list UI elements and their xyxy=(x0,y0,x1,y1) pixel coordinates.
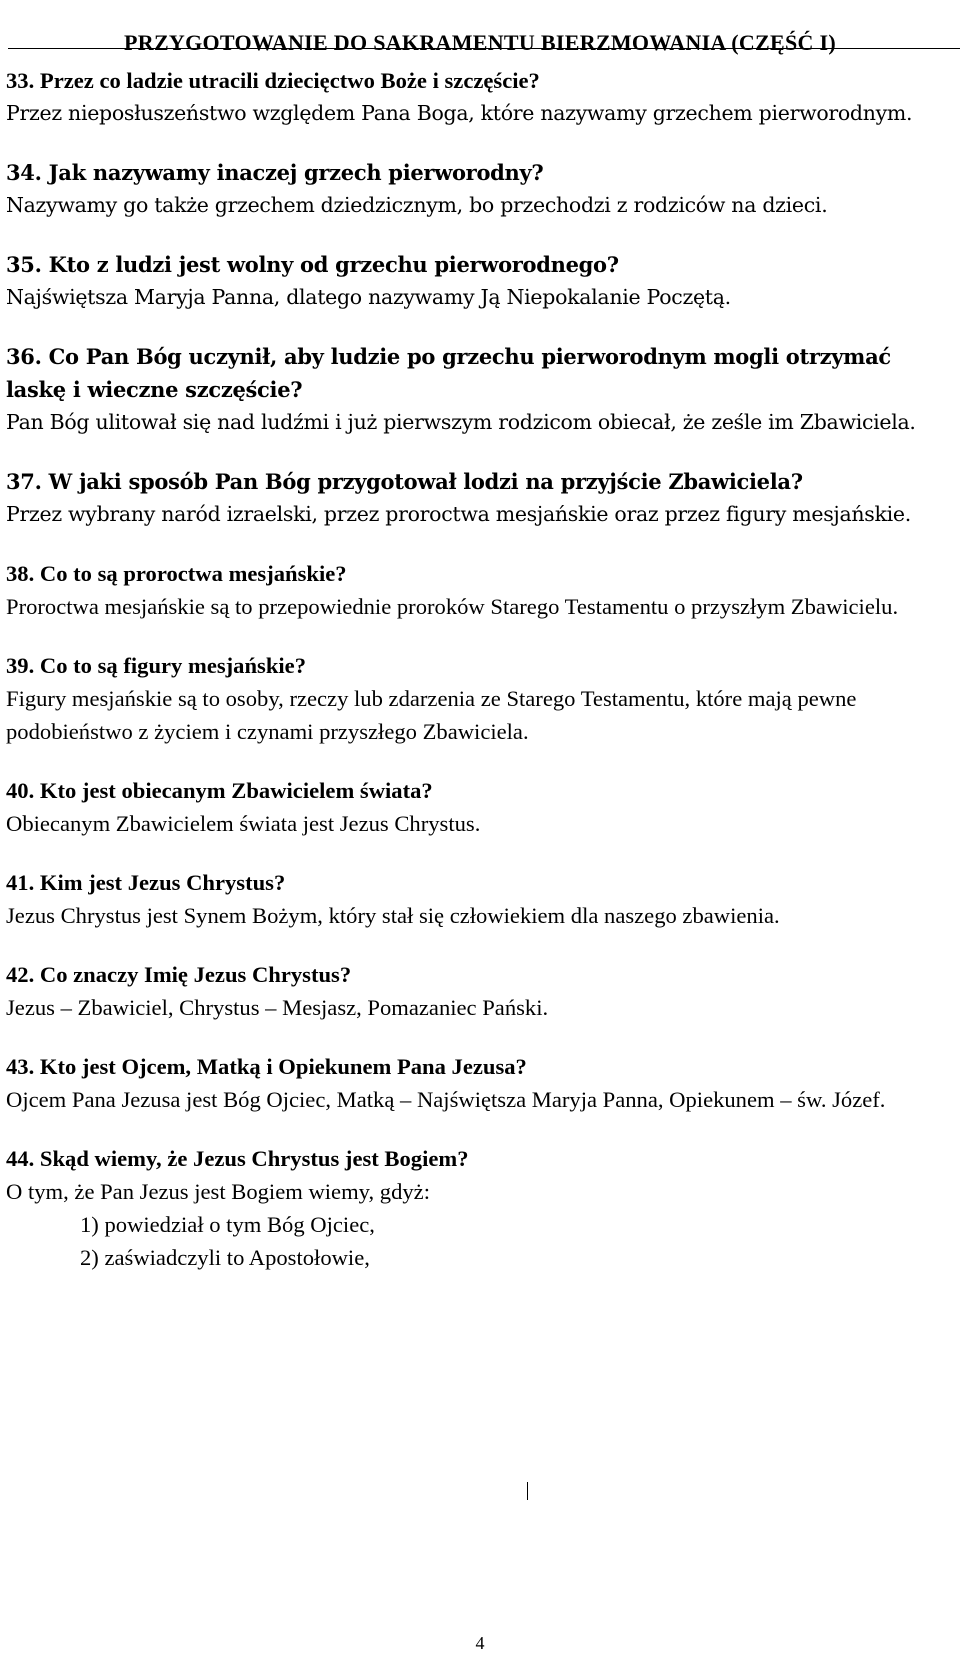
question: 34. Jak nazywamy inaczej grzech pierworodny? xyxy=(6,160,544,185)
qa-item-33 xyxy=(6,64,946,130)
answer: Jezus – Zbawiciel, Chrystus – Mesjasz, Pomazaniec Pański. xyxy=(6,995,549,1020)
question: 35. Kto z ludzi jest wolny od grzechu pierworodnego? xyxy=(6,252,619,277)
answer: Jezus Chrystus jest Synem Bożym, który stał się człowiekiem dla naszego zbawienia. xyxy=(6,903,780,928)
answer: Obiecanym Zbawicielem świata jest Jezus Chrystus. xyxy=(6,811,481,836)
qa-item-40 xyxy=(6,774,946,840)
answer: Przez wybrany naród izraelski, przez proroctwa mesjańskie oraz przez figury mesjańskie. xyxy=(6,502,911,526)
question: 44. Skąd wiemy, że Jezus Chrystus jest Bogiem? xyxy=(6,1146,469,1171)
qa-item-44 xyxy=(6,1142,946,1274)
page-header: PRZYGOTOWANIE DO SAKRAMENTU BIERZMOWANIA (CZĘŚĆ I) xyxy=(124,30,836,55)
question: 41. Kim jest Jezus Chrystus? xyxy=(6,870,286,895)
stray-mark xyxy=(527,1482,528,1500)
question: 33. Przez co ladzie utracili dziecięctwo Boże i szczęście? xyxy=(6,68,540,93)
question: 40. Kto jest obiecanym Zbawicielem świata? xyxy=(6,778,433,803)
qa-item-43 xyxy=(6,1050,946,1116)
header-rule xyxy=(8,48,960,49)
question: 38. Co to są proroctwa mesjańskie? xyxy=(6,561,347,586)
qa-item-36 xyxy=(6,340,946,439)
answer: Nazywamy go także grzechem dziedzicznym, bo przechodzi z rodziców na dzieci. xyxy=(6,193,828,217)
question: 37. W jaki sposób Pan Bóg przygotował lodzi na przyjście Zbawiciela? xyxy=(6,469,803,494)
page-number: 4 xyxy=(475,1633,485,1653)
qa-item-41 xyxy=(6,866,946,932)
qa-item-39 xyxy=(6,649,946,748)
answer: Figury mesjańskie są to osoby, rzeczy lub zdarzenia ze Starego Testamentu, które mają pewne podobieństwo z życiem i czynami przyszłego Zbawiciela. xyxy=(6,686,857,744)
qa-item-34 xyxy=(6,156,946,222)
qa-item-38 xyxy=(6,557,946,623)
list-item: 2) zaświadczyli to Apostołowie, xyxy=(80,1245,370,1270)
question: 36. Co Pan Bóg uczynił, aby ludzie po grzechu pierworodnym mogli otrzymać laskę i wieczne szczęście? xyxy=(6,344,891,402)
catechism-content xyxy=(6,64,946,1274)
answer: Przez nieposłuszeństwo względem Pana Boga, które nazywamy grzechem pierworodnym. xyxy=(6,101,913,125)
question: 42. Co znaczy Imię Jezus Chrystus? xyxy=(6,962,352,987)
answer: O tym, że Pan Jezus jest Bogiem wiemy, gdyż: xyxy=(6,1179,430,1204)
answer: Proroctwa mesjańskie są to przepowiednie proroków Starego Testamentu o przyszłym Zbawicielu. xyxy=(6,594,899,619)
qa-item-37 xyxy=(6,465,946,531)
qa-item-35 xyxy=(6,248,946,314)
answer: Najświętsza Maryja Panna, dlatego nazywamy Ją Niepokalanie Poczętą. xyxy=(6,285,731,309)
answer: Pan Bóg ulitował się nad ludźmi i już pierwszym rodzicom obiecał, że ześle im Zbawiciela. xyxy=(6,410,916,434)
question: 39. Co to są figury mesjańskie? xyxy=(6,653,306,678)
question: 43. Kto jest Ojcem, Matką i Opiekunem Pana Jezusa? xyxy=(6,1054,527,1079)
qa-item-42 xyxy=(6,958,946,1024)
list-item: 1) powiedział o tym Bóg Ojciec, xyxy=(80,1212,375,1237)
answer: Ojcem Pana Jezusa jest Bóg Ojciec, Matką – Najświętsza Maryja Panna, Opiekunem – św. Józef. xyxy=(6,1087,886,1112)
